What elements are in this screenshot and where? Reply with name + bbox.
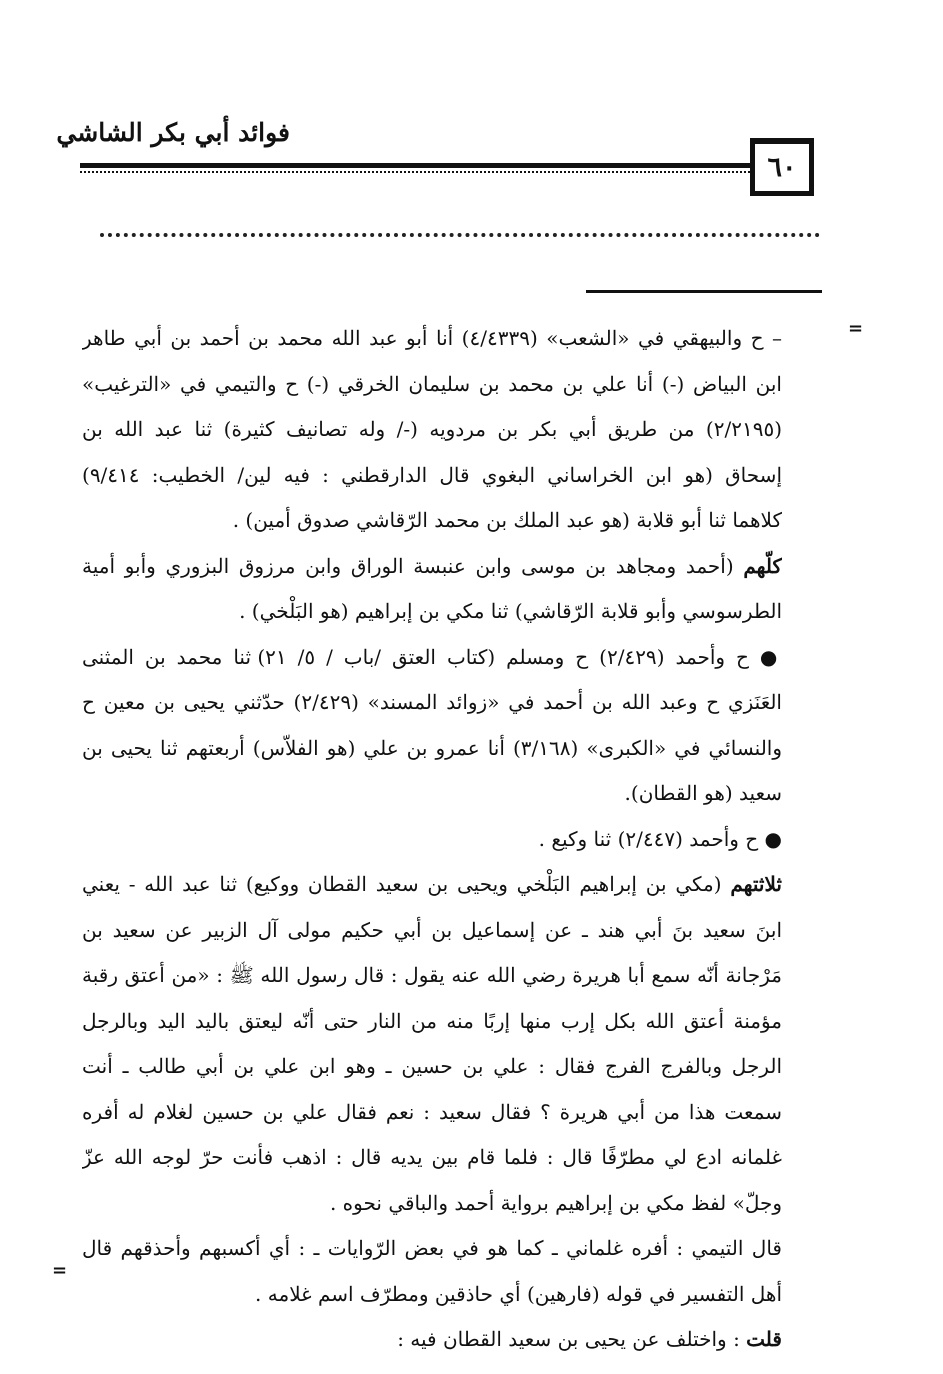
line-text: مؤمنة أعتق الله بكل إرب منها إربًا منه من النار حتى أنّه ليعتق باليد اليد وبالرجل [82,1008,782,1033]
text-line [82,635,782,681]
text-line [82,726,782,772]
line-text: والنسائي في «الكبرى» (٣/١٦٨) أنا عمرو بن علي (هو الفلاّس) أربعتهم ثنا يحيى بن [82,735,782,760]
text-line [82,999,782,1045]
text-line [82,680,782,726]
line-text: : واختلف عن يحيى بن سعيد القطان فيه : [397,1327,747,1351]
running-title [56,118,290,147]
lead-word: كلّهم [743,553,782,578]
line-text: – ح والبيهقي في «الشعب» (٤/٤٣٣٩) أنا أبو عبد الله محمد بن أحمد بن أبي طاهر [82,326,782,350]
header-rule [80,163,750,168]
line-text: ابن البياض (-) أنا علي بن محمد بن سليمان الخرقي (-) ح والتيمي في «الترغيب» [82,371,782,396]
text-line [82,362,782,408]
continuation-mark-top: = [848,318,864,339]
text-line [82,1090,782,1136]
text-line [82,1135,782,1181]
continuation-mark-bottom: = [52,1260,68,1281]
text-line [82,1044,782,1090]
text-line [82,1272,782,1318]
footnote-text [82,316,782,1363]
line-text: مَرْجانة أنّه سمع أبا هريرة رضي الله عنه يقول : قال رسول الله ﷺ : «من أعتق رقبة [82,963,782,987]
text-line [82,498,782,544]
line-text: ابنَ سعيد بنَ أبي هند ـ عن إسماعيل بن أبي حكيم مولى آل الزبير عن سعيد بن [82,917,782,942]
text-line [82,407,782,453]
page-number-box [750,138,814,196]
line-text: أهل التفسير في قوله (فارهين) أي حاذقين ومطرّف اسم غلامه . [255,1281,782,1306]
page-number: ٦٠ [767,152,797,183]
line-text: ● ح وأحمد (٢/٤٤٧) ثنا وكيع . [538,826,782,851]
lead-word: ثلاثتهم [730,872,782,896]
line-text: سعيد (هو القطان). [624,781,782,805]
text-line [82,316,782,362]
text-line [82,1181,782,1227]
line-text: (أحمد ومجاهد بن موسى وابن عنبسة الوراق وابن مرزوق البزوري وأبو أمية [82,553,744,578]
line-text: كلاهما ثنا أبو قلابة (هو عبد الملك بن محمد الرّقاشي صدوق أمين) . [232,508,782,532]
text-line [82,1226,782,1272]
text-line [82,544,782,590]
text-line [82,453,782,499]
text-line [82,771,782,817]
line-text: سمعت هذا من أبي هريرة ؟ فقال سعيد : نعم فقال علي بن حسين لغلام له أفره [82,1099,782,1124]
line-text: ● ح وأحمد (٢/٤٢٩) ح ومسلم (كتاب العتق /باب / ٥/ ٢١) ثنا محمد بن المثنى [82,644,782,669]
line-text: غلمانه ادع لي مطرّفًا قال : فلما قام بين يديه قال : اذهب فأنت حرّ لوجه الله عزّ [82,1145,782,1169]
running-title-text: فوائد أبي بكر الشاشي [56,118,290,147]
line-text: قال التيمي : أفره غلماني ـ كما هو في بعض الرّوايات ـ : أي أكسبهم وأحذقهم قال [82,1236,782,1260]
footnote-rule [586,290,822,293]
line-text: الطرسوسي وأبو قلابة الرّقاشي) ثنا مكي بن إبراهيم (هو البَلْخي) . [239,599,782,623]
line-text: وجلّ» لفظ مكي بن إبراهيم برواية أحمد والباقي نحوه . [329,1190,782,1215]
text-line [82,817,782,863]
dotted-separator [100,233,820,237]
text-line [82,908,782,954]
lead-word: قلت [746,1327,782,1351]
line-text: الرجل وبالفرج الفرج فقال : علي بن حسين ـ وهو ابن علي بن أبي طالب ـ أنت [82,1054,782,1078]
text-line [82,953,782,999]
text-line [82,589,782,635]
line-text: العَنَزي ح وعبد الله بن أحمد في «زوائد المسند» (٢/٤٢٩) حدّثني يحيى بن معين ح [82,690,782,714]
line-text: (٢/٢١٩٥) من طريق أبي بكر بن مردويه (-/ وله تصانيف كثيرة) ثنا عبد الله بن [82,417,782,441]
text-line [82,862,782,908]
text-line [82,1317,782,1363]
header-rule-dotted [80,171,750,173]
line-text: إسحاق (هو ابن الخراساني البغوي قال الدارقطني : فيه لين/ الخطيب: ٩/٤١٤) [82,462,782,487]
line-text: (مكي بن إبراهيم البَلْخي ويحيى بن سعيد القطان ووكيع) ثنا عبد الله - يعني [82,872,731,896]
